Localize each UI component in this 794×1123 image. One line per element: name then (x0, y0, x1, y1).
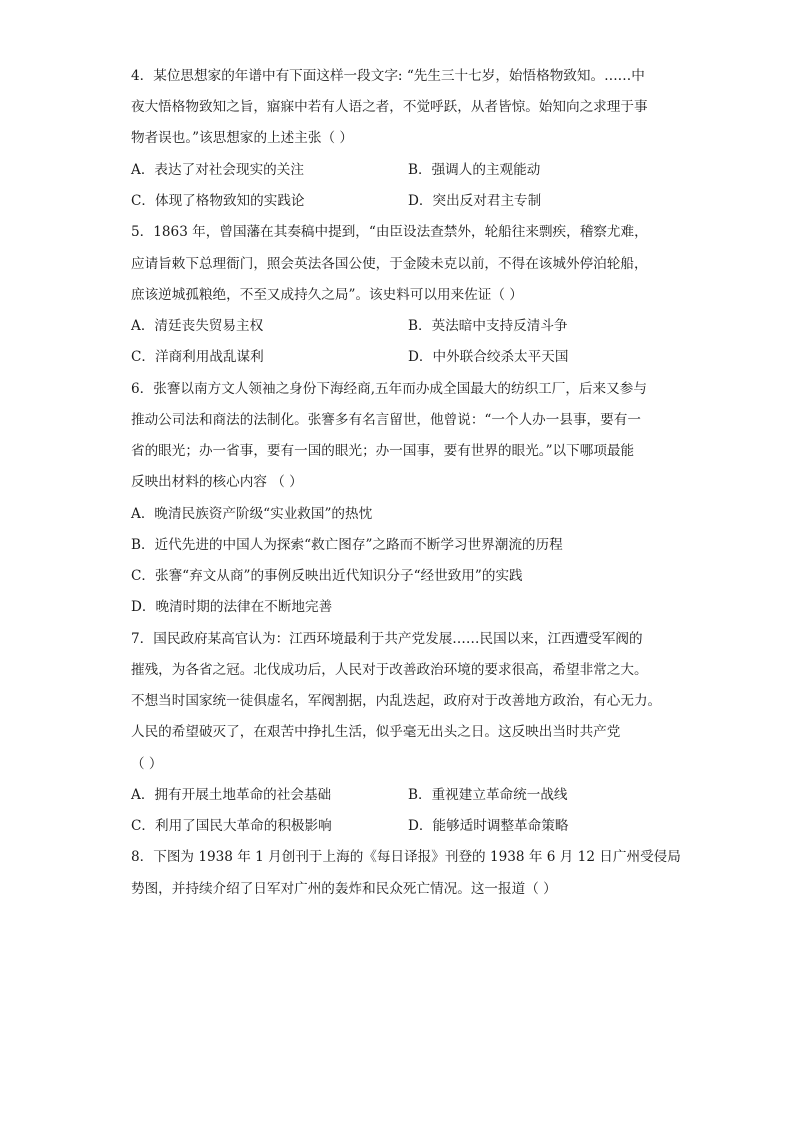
question-4-option-b: B．强调人的主观能动 (408, 162, 541, 178)
question-7-option-b: B．重视建立革命统一战线 (408, 787, 568, 803)
question-7-option-c: C．利用了国民大革命的积极影响 (131, 818, 332, 834)
question-7-line-4: 人民的希望破灭了，在艰苦中挣扎生活，似乎毫无出头之日。这反映出当时共产党 (131, 724, 621, 740)
question-6-option-a: A．晚清民族资产阶级“实业救国”的热忱 (131, 506, 373, 522)
question-7-line-1: 7．国民政府某高官认为：江西环境最利于共产党发展……民国以来，江西遭受军阀的 (131, 631, 643, 647)
question-6-line-2: 推动公司法和商法的法制化。张謇多有名言留世，他曾说：“一个人办一县事，要有一 (131, 412, 641, 428)
question-5-option-a: A．清廷丧失贸易主权 (131, 318, 264, 334)
question-6-line-3: 省的眼光；办一省事，要有一国的眼光；办一国事，要有世界的眼光。”以下哪项最能 (131, 443, 635, 459)
question-6-line-4: 反映出材料的核心内容 （ ） (131, 474, 303, 490)
question-4-option-d: D．突出反对君主专制 (408, 193, 542, 209)
question-5-line-3: 庶该逆城孤粮绝，不至又成持久之局”。该史料可以用来佐证（ ） (131, 287, 523, 303)
question-5-option-c: C．洋商利用战乱谋利 (131, 349, 264, 365)
question-6-option-b: B．近代先进的中国人为探索“救亡图存”之路而不断学习世界潮流的历程 (131, 537, 563, 553)
question-4-line-2: 夜大悟格物致知之旨，寤寐中若有人语之者，不觉呼跃，从者皆惊。始知向之求理于事 (131, 99, 648, 115)
question-5-option-d: D．中外联合绞杀太平天国 (408, 349, 569, 365)
question-6-line-1: 6．张謇以南方文人领袖之身份下海经商,五年而办成全国最大的纺织工厂，后来又参与 (131, 381, 647, 397)
question-7-line-3: 不想当时国家统一徒俱虚名，军阀割据，内乱迭起，政府对于改善地方政治，有心无力。 (131, 693, 662, 709)
question-7-line-2: 摧残，为各省之冠。北伐成功后，人民对于改善政治环境的要求很高，希望非常之大。 (131, 662, 648, 678)
question-4-line-1: 4．某位思想家的年谱中有下面这样一段文字: “先生三十七岁，始悟格物致知。……中 (131, 68, 645, 84)
question-8-line-1: 8．下图为 1938 年 1 月创刊于上海的《每日译报》刊登的 1938 年 6 月 12 日广州受侵局 (131, 849, 681, 865)
question-7-option-a: A．拥有开展土地革命的社会基础 (131, 787, 332, 803)
question-7-option-d: D．能够适时调整革命策略 (408, 818, 569, 834)
question-5-option-b: B．英法暗中支持反清斗争 (408, 318, 568, 334)
question-6-option-c: C．张謇“弃文从商”的事例反映出近代知识分子“经世致用”的实践 (131, 568, 523, 584)
question-8-line-2: 势图，并持续介绍了日军对广州的轰炸和民众死亡情况。这一报道（ ） (131, 881, 557, 897)
question-4-option-c: C．体现了格物致知的实践论 (131, 193, 305, 209)
question-5-line-2: 应请旨敕下总理衙门，照会英法各国公使，于金陵未克以前，不得在该城外停泊轮船， (131, 256, 648, 272)
question-5-line-1: 5．1863 年，曾国藩在其奏稿中提到，“由臣设法查禁外，轮船往来剽疾，稽察尤难， (131, 224, 648, 240)
question-6-option-d: D．晚清时期的法律在不断地完善 (131, 599, 333, 615)
question-4-line-3: 物者误也。”该思想家的上述主张（ ） (131, 130, 353, 146)
question-4-option-a: A．表达了对社会现实的关注 (131, 162, 304, 178)
question-7-line-5: （ ） (131, 756, 163, 772)
